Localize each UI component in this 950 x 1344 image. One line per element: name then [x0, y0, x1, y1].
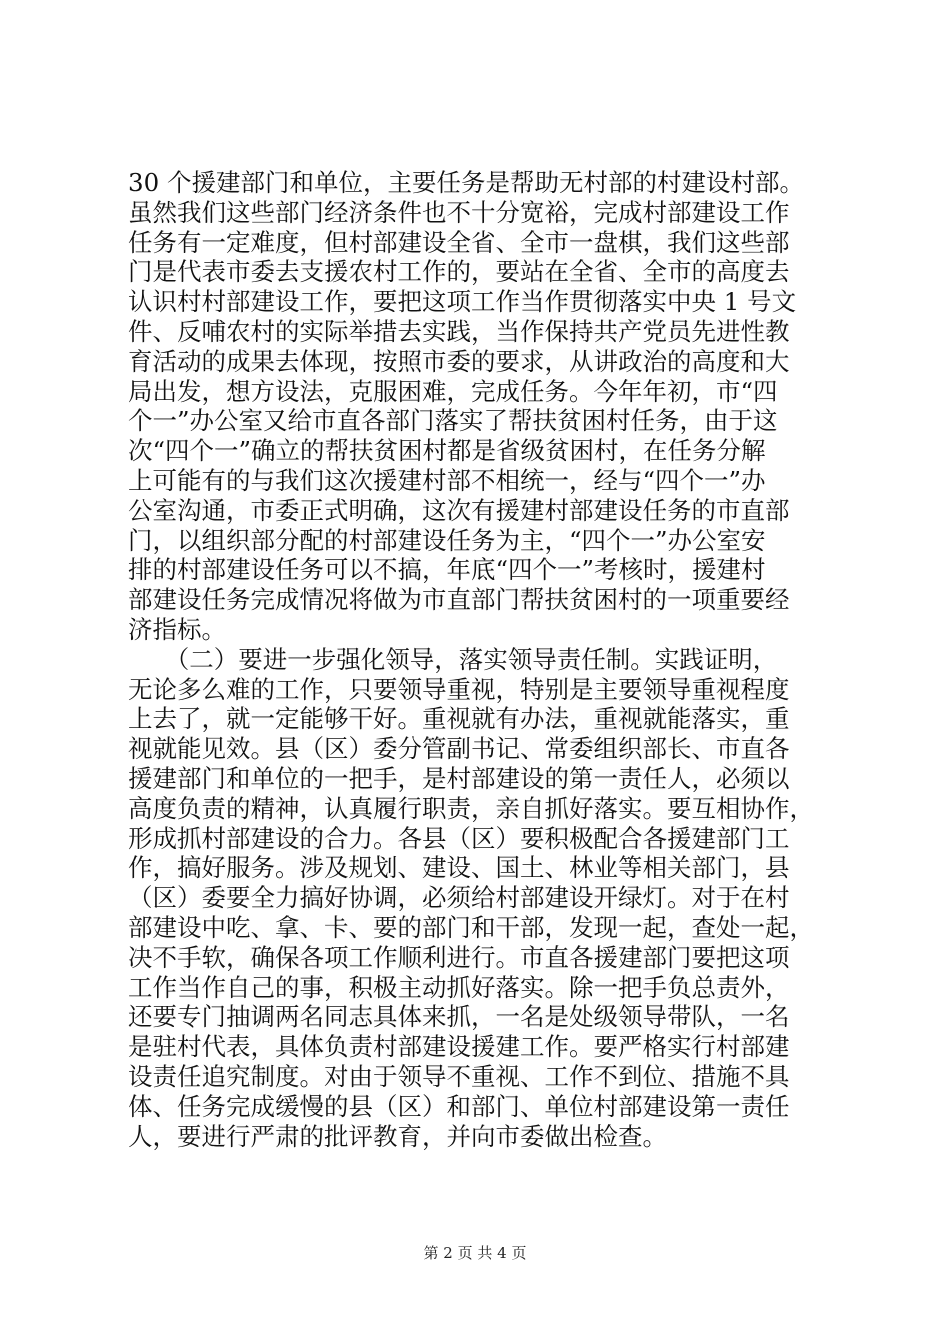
text-line: 视就能见效。县（区）委分管副书记、常委组织部长、市直各	[128, 734, 790, 764]
text-line: 门是代表市委去支援农村工作的，要站在全省、全市的高度去	[128, 257, 790, 287]
text-line: 上可能有的与我们这次援建村部不相统一，经与“四个一”办	[128, 465, 766, 495]
text-line: 公室沟通，市委正式明确，这次有援建村部建设任务的市直部	[128, 495, 790, 525]
page-number-footer: 第 2 页 共 4 页	[423, 1244, 527, 1262]
text-line: 任务有一定难度，但村部建设全省、全市一盘棋，我们这些部	[128, 227, 790, 257]
text-line: 决不手软，确保各项工作顺利进行。市直各援建部门要把这项	[128, 942, 790, 972]
text-line: 认识村村部建设工作，要把这项工作当作贯彻落实中央 1 号文	[128, 287, 797, 317]
text-line: 作，搞好服务。涉及规划、建设、国土、林业等相关部门，县	[128, 853, 790, 883]
text-line: 个一”办公室又给市直各部门落实了帮扶贫困村任务，由于这	[128, 406, 778, 436]
text-line: 部建设中吃、拿、卡、要的部门和干部，发现一起，查处一起，	[128, 912, 814, 942]
text-line: 虽然我们这些部门经济条件也不十分宽裕，完成村部建设工作	[128, 197, 790, 227]
text-line: 是驻村代表，具体负责村部建设援建工作。要严格实行村部建	[128, 1032, 790, 1062]
text-line: 援建部门和单位的一把手，是村部建设的第一责任人，必须以	[128, 763, 790, 793]
text-line: 30 个援建部门和单位，主要任务是帮助无村部的村建设村部。	[128, 168, 804, 197]
text-line: 形成抓村部建设的合力。各县（区）要积极配合各援建部门工	[128, 823, 790, 853]
text-line: 件、反哺农村的实际举措去实践，当作保持共产党员先进性教	[128, 316, 790, 346]
text-line: 设责任追究制度。对由于领导不重视、工作不到位、措施不具	[128, 1061, 790, 1091]
section-heading-line: （二）要进一步强化领导，落实领导责任制。实践证明，	[128, 644, 778, 674]
text-line: 上去了，就一定能够干好。重视就有办法，重视就能落实，重	[128, 704, 790, 734]
text-line: 次“四个一”确立的帮扶贫困村都是省级贫困村，在任务分解	[128, 436, 766, 466]
body-text	[128, 168, 864, 1151]
text-line: 工作当作自己的事，积极主动抓好落实。除一把手负总责外，	[128, 972, 790, 1002]
text-line: 排的村部建设任务可以不搞，年底“四个一”考核时，援建村	[128, 555, 766, 585]
text-line: 济指标。	[128, 614, 226, 644]
text-line: （区）委要全力搞好协调，必须给村部建设开绿灯。对于在村	[128, 883, 790, 913]
text-line: 部建设任务完成情况将做为市直部门帮扶贫困村的一项重要经	[128, 585, 790, 615]
text-line: 无论多么难的工作，只要领导重视，特别是主要领导重视程度	[128, 674, 790, 704]
text-line: 还要专门抽调两名同志具体来抓，一名是处级领导带队，一名	[128, 1002, 790, 1032]
text-line: 人，要进行严肃的批评教育，并向市委做出检查。	[128, 1121, 667, 1151]
text-line: 育活动的成果去体现，按照市委的要求，从讲政治的高度和大	[128, 346, 790, 376]
text-line: 局出发，想方设法，克服困难，完成任务。今年年初，市“四	[128, 376, 778, 406]
text-line: 体、任务完成缓慢的县（区）和部门、单位村部建设第一责任	[128, 1091, 790, 1121]
text-line: 高度负责的精神，认真履行职责，亲自抓好落实。要互相协作，	[128, 793, 814, 823]
text-line: 门，以组织部分配的村部建设任务为主，“四个一”办公室安	[128, 525, 766, 555]
